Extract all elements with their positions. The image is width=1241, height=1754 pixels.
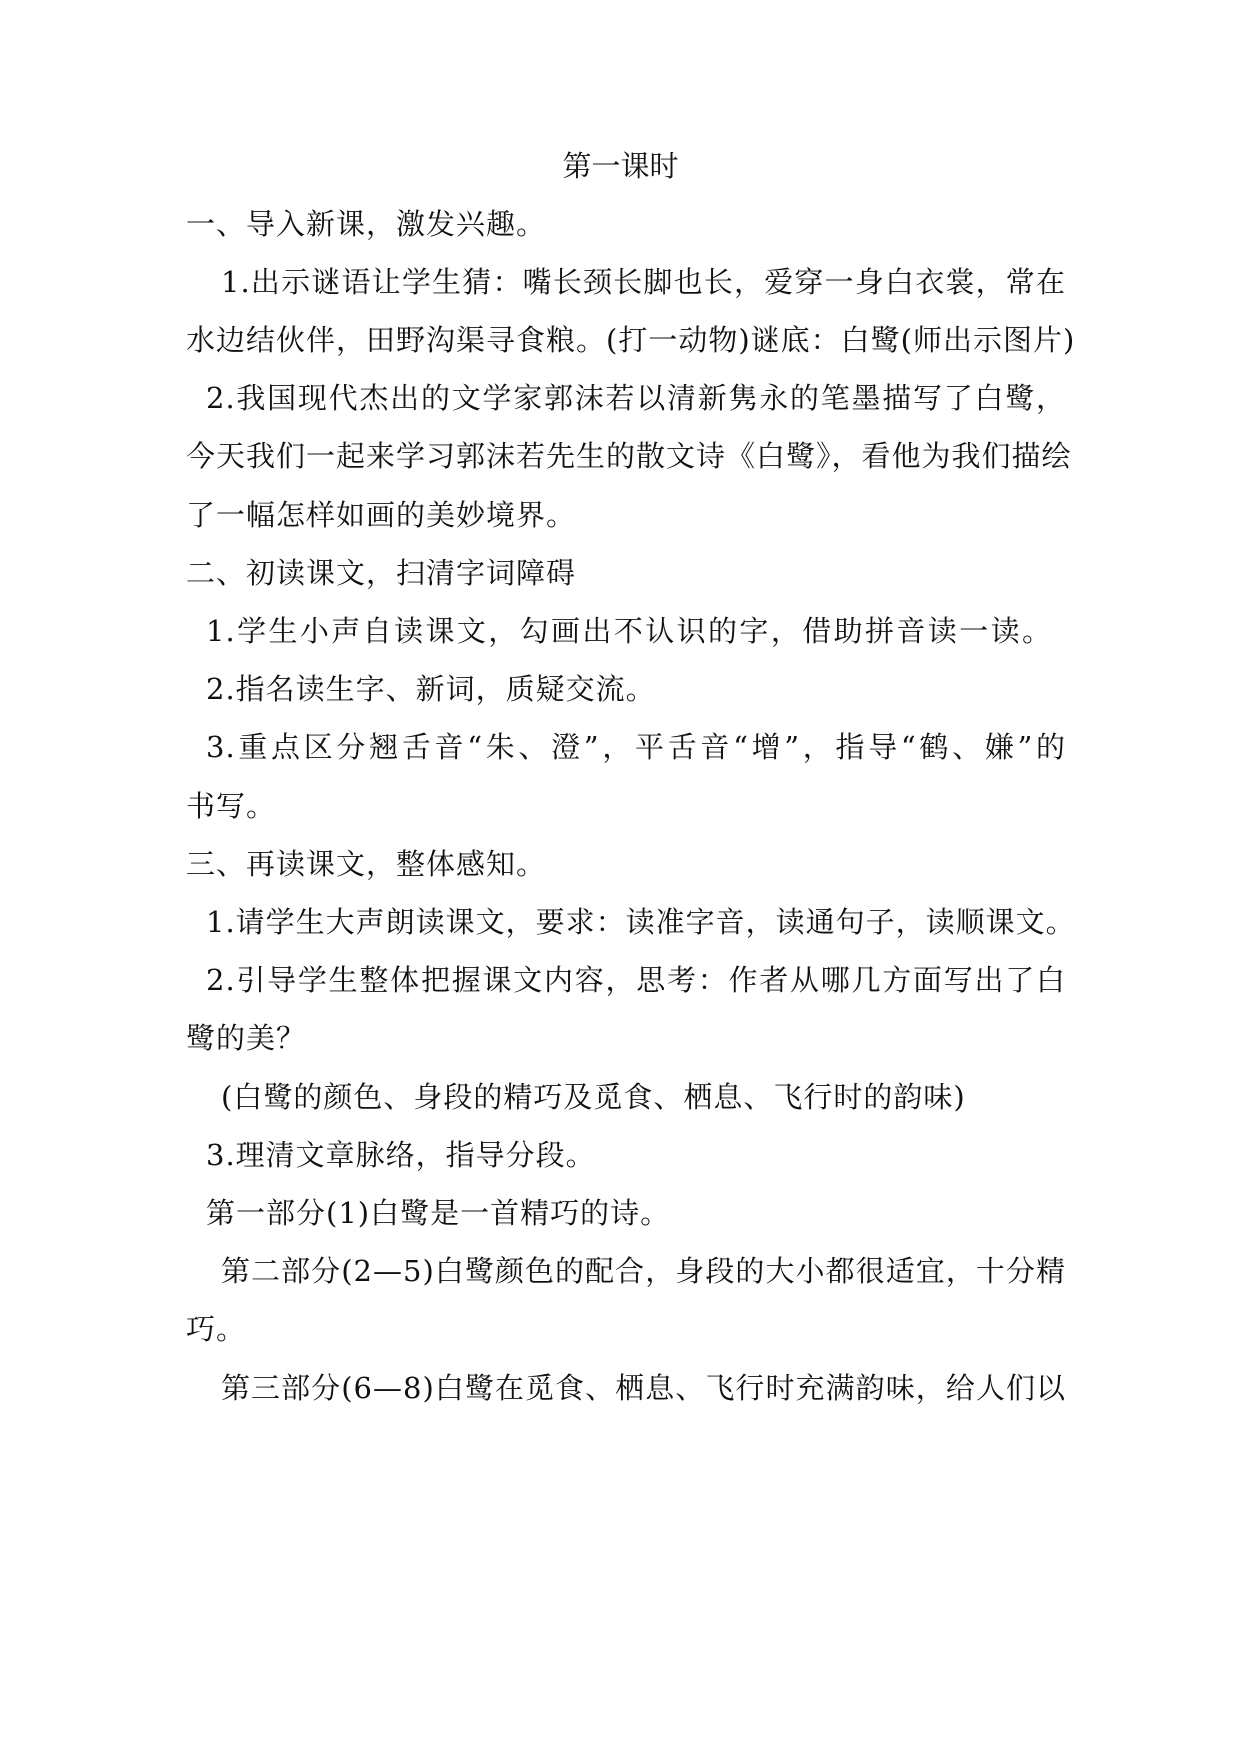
section-heading-1: 一、导入新课，激发兴趣。 <box>186 207 547 241</box>
paragraph-line: 3.重点区分翘舌音“朱、澄”，平舌音“增”，指导“鹤、嫌”的 <box>206 730 1066 764</box>
paragraph-line: 第一部分(1)白鹭是一首精巧的诗。 <box>206 1196 671 1230</box>
paragraph-line: 第三部分(6—8)白鹭在觅食、栖息、飞行时充满韵味，给人们以 <box>221 1371 1066 1405</box>
paragraph-line: 书写。 <box>186 789 277 823</box>
paragraph-line: 1.出示谜语让学生猜：嘴长颈长脚也长，爱穿一身白衣裳，常在 <box>221 265 1066 299</box>
page-title: 第一课时 <box>562 149 679 183</box>
paragraph-line: 1.学生小声自读课文，勾画出不认识的字，借助拼音读一读。 <box>206 614 1052 648</box>
paragraph-line: 3.理清文章脉络，指导分段。 <box>206 1138 596 1172</box>
paragraph-line: 了一幅怎样如画的美妙境界。 <box>186 498 577 532</box>
paragraph-line: 2.我国现代杰出的文学家郭沫若以清新隽永的笔墨描写了白鹭， <box>206 381 1066 415</box>
paragraph-line: 水边结伙伴，田野沟渠寻食粮。(打一动物)谜底：白鹭(师出示图片) <box>186 323 1076 357</box>
section-heading-3: 三、再读课文，整体感知。 <box>186 847 547 881</box>
paragraph-line: 1.请学生大声朗读课文，要求：读准字音，读通句子，读顺课文。 <box>206 905 1076 939</box>
paragraph-line: 鹭的美？ <box>186 1021 307 1055</box>
paragraph-line: (白鹭的颜色、身段的精巧及觅食、栖息、飞行时的韵味) <box>221 1080 966 1114</box>
paragraph-line: 2.引导学生整体把握课文内容，思考：作者从哪几方面写出了白 <box>206 963 1066 997</box>
section-heading-2: 二、初读课文，扫清字词障碍 <box>186 556 577 590</box>
paragraph-line: 巧。 <box>186 1312 247 1346</box>
paragraph-line: 2.指名读生字、新词，质疑交流。 <box>206 672 656 706</box>
paragraph-line: 第二部分(2—5)白鹭颜色的配合，身段的大小都很适宜，十分精 <box>221 1254 1066 1288</box>
paragraph-line: 今天我们一起来学习郭沫若先生的散文诗《白鹭》，看他为我们描绘 <box>186 439 1072 473</box>
